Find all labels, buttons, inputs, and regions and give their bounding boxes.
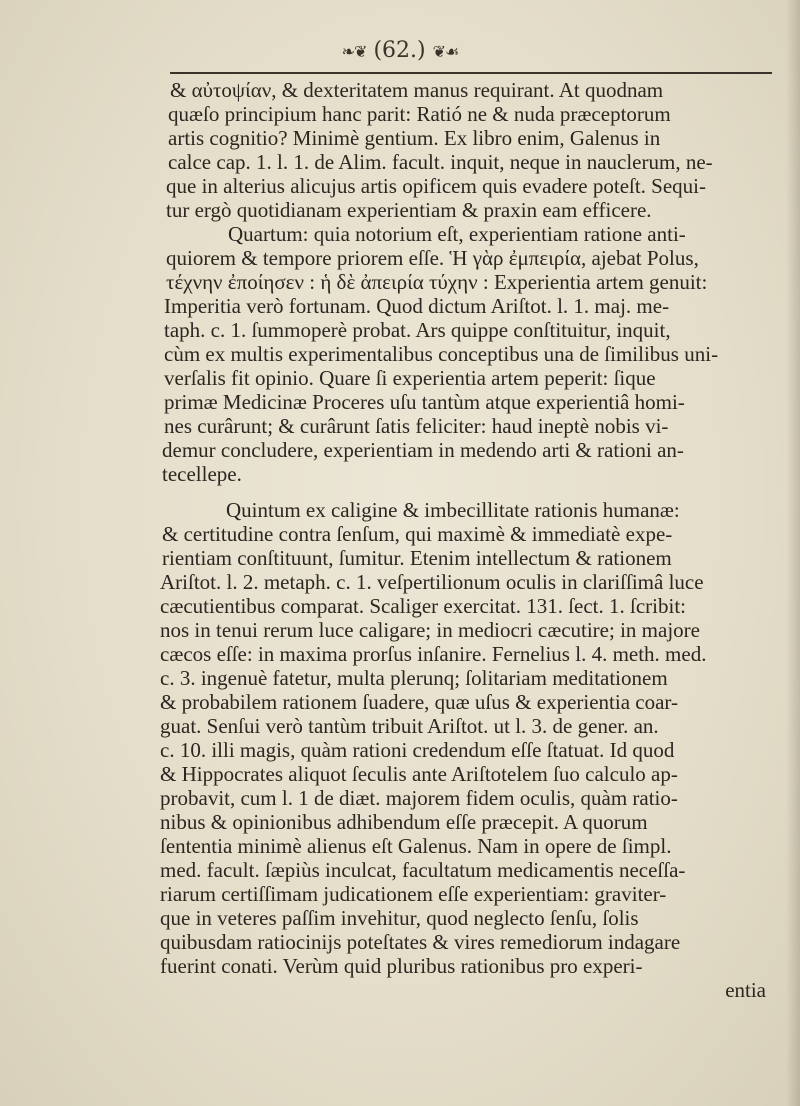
text-line: quæſo principium hanc parit: Ratió ne & nuda præceptorum [168, 102, 671, 126]
text-line: probavit, cum l. 1 de diæt. majorem fidem oculis, quàm ratio- [160, 786, 678, 810]
text-line: nos in tenui rerum luce caligare; in mediocri cæcutire; in majore [160, 618, 700, 642]
text-line: ſententia minimè alienus eſt Galenus. Nam in opere de ſimpl. [160, 834, 672, 858]
page-header [0, 36, 800, 66]
text-line: Quintum ex caligine & imbecillitate rationis humanæ: [226, 498, 680, 522]
text-line: quiorem & tempore priorem eſſe. Ἡ γὰρ ἐμπειρία, ajebat Polus, [166, 246, 699, 270]
text-line: & Hippocrates aliquot ſeculis ante Ariſtotelem ſuo calculo ap- [160, 762, 678, 786]
text-line: & certitudine contra ſenſum, qui maximè & immediatè expe- [162, 522, 673, 546]
text-line: quibusdam ratiocinijs poteſtates & vires remediorum indagare [160, 930, 681, 954]
text-line: & αὐτοψίαν, & dexteritatem manus requirant. At quodnam [170, 78, 664, 102]
text-line: med. facult. ſæpiùs inculcat, facultatum medicamentis neceſſa- [160, 858, 686, 882]
text-line: que in veteres paſſim invehitur, quod neglecto ſenſu, ſolis [160, 906, 639, 930]
text-line: que in alterius alicujus artis opificem quis evadere poteſt. Sequi- [166, 174, 707, 198]
text-line: cùm ex multis experimentalibus conceptibus una de ſimilibus uni- [164, 342, 719, 366]
text-line: cæcos eſſe: in maxima prorſus inſanire. Fernelius l. 4. meth. med. [160, 642, 707, 666]
text-line: tecelleре. [162, 462, 242, 486]
text-line: τέχνην ἐποίησεν : ἡ δὲ ἀπειρία τύχην : Experientia artem genuit: [166, 270, 708, 294]
text-line: nibus & opinionibus adhibendum eſſe præcepit. A quorum [160, 810, 648, 834]
header-ornament-right: ❦☙ [432, 42, 459, 61]
header-ornament-left: ❧❦ [341, 42, 367, 61]
text-line: c. 10. illi magis, quàm rationi credendum eſſe ſtatuat. Id quod [160, 738, 675, 762]
text-line: c. 3. ingenuè fatetur, multa plerunq; ſolitariam meditationem [160, 666, 668, 690]
text-line: demur concludere, experientiam in medendo arti & rationi an- [162, 438, 684, 462]
text-line: nes curârunt; & curârunt ſatis feliciter: haud ineptè nobis vi- [164, 414, 669, 438]
text-line: verſalis fit opinio. Quare ſi experientia artem peperit: ſique [164, 366, 656, 390]
text-line: guat. Senſui verò tantùm tribuit Ariſtot. ut l. 3. de gener. an. [160, 714, 659, 738]
text-line: fuerint conati. Verùm quid pluribus rationibus pro experi- [160, 954, 643, 978]
text-line: Imperitia verò fortunam. Quod dictum Ariſtot. l. 1. maj. me- [164, 294, 670, 318]
text-line: primæ Medicinæ Proceres uſu tantùm atque experientiâ homi- [164, 390, 685, 414]
text-line: tur ergò quotidianam experientiam & praxin eam efficere. [166, 198, 652, 222]
text-block [0, 78, 800, 1098]
text-line: Quartum: quia notorium eſt, experientiam ratione anti- [228, 222, 686, 246]
catchword: entia [725, 978, 766, 1002]
header-rule [170, 72, 772, 74]
text-line: artis cognitio? Minimè gentium. Ex libro enim, Galenus in [168, 126, 661, 150]
text-line: rientiam conſtituunt, ſumitur. Etenim intellectum & rationem [162, 546, 672, 570]
page-number: (62.) [373, 38, 426, 63]
text-line: calce cap. 1. l. 1. de Alim. facult. inquit, neque in nauclerum, ne- [168, 150, 713, 174]
text-line: & probabilem rationem ſuadere, quæ uſus & experientia coar- [160, 690, 678, 714]
text-line: taph. c. 1. ſummoperè probat. Ars quippe conſtituitur, inquit, [164, 318, 671, 342]
text-line: Ariſtot. l. 2. metaph. c. 1. veſpertilionum oculis in clariſſimâ luce [160, 570, 704, 594]
text-line: riarum certiſſimam judicationem eſſe experientiam: graviter- [160, 882, 667, 906]
text-line: cæcutientibus comparat. Scaliger exercitat. 131. ſect. 1. ſcribit: [160, 594, 686, 618]
